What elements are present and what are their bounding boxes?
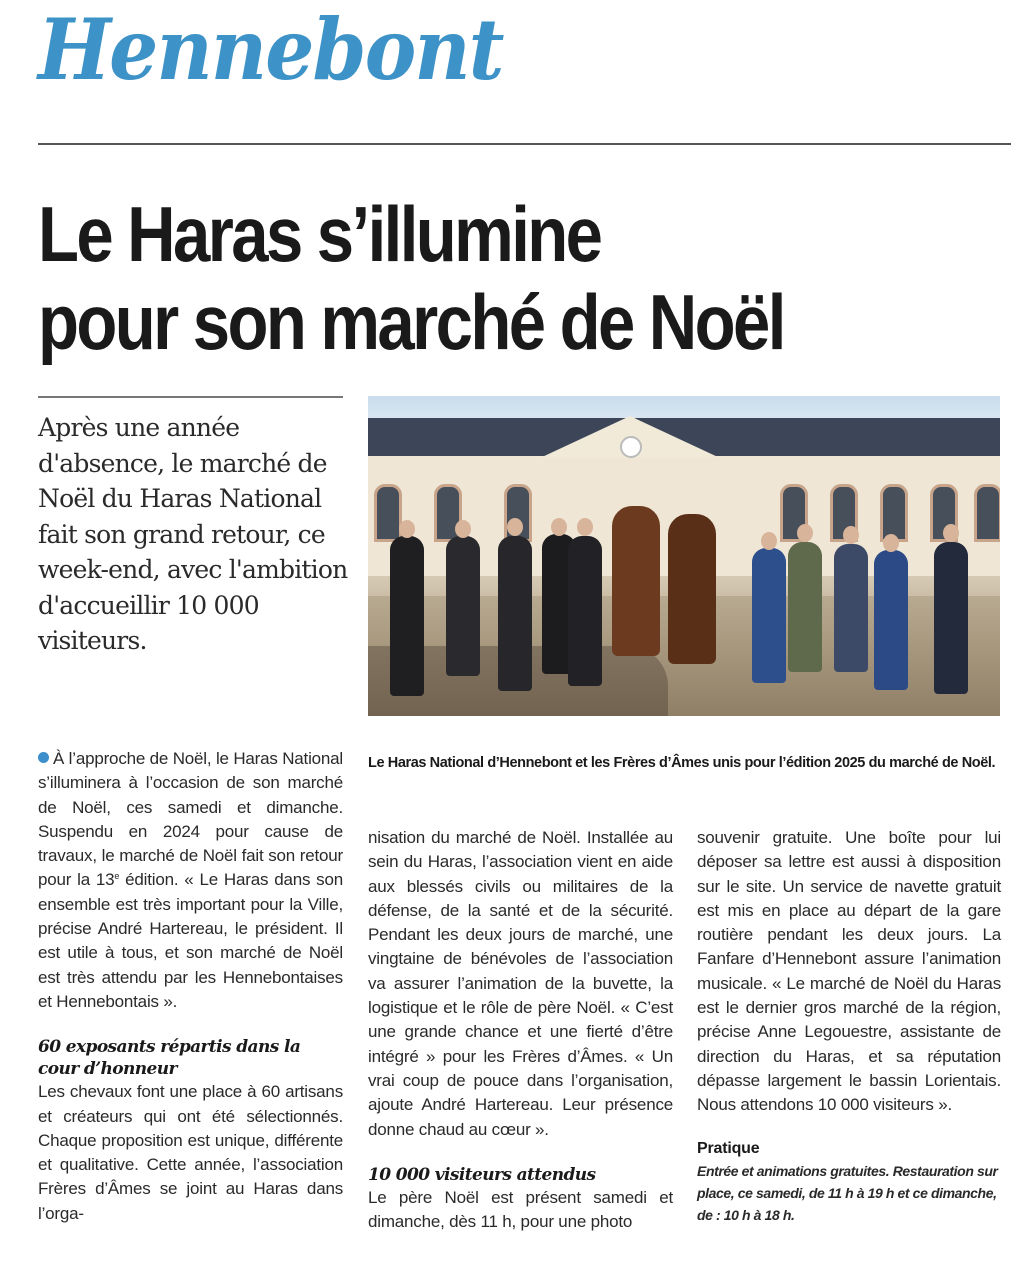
horse-figure <box>668 514 716 664</box>
section-divider <box>38 143 1011 145</box>
ordinal-superscript: e <box>114 871 120 882</box>
body-paragraph: souvenir gratuite. Une boîte pour lui déposer sa lettre est aussi à disposition sur le site. Un service de navette gratuit est mis en place au départ de la gare routière pendant les deux jours. La Fanfare d’Hennebont assure l’animation musicale. « Le marché de Noël du Haras est le dernier gros marché de la région, précise Anne Legouestre, assistante de direction du Haras, et sa réputation dépasse largement le bassin Lorientais. Nous attendons 10 000 visiteurs ». <box>697 828 1001 1115</box>
person-figure <box>390 536 424 696</box>
person-head <box>455 520 471 538</box>
headline <box>38 190 864 366</box>
person-head <box>883 534 899 552</box>
photo-caption: Le Haras National d’Hennebont et les Frères d’Âmes unis pour l’édition 2025 du marché de Noël. <box>368 755 996 771</box>
subheading: 10 000 visiteurs attendus <box>368 1164 596 1185</box>
subheading: 60 exposants répartis dans la cour d’honneur <box>38 1037 301 1080</box>
headline-line-2: pour son marché de Noël <box>38 278 784 366</box>
person-figure <box>934 542 968 694</box>
person-head <box>943 524 959 542</box>
paragraph-text: édition. « Le Haras dans son ensemble est très important pour la Ville, précise André Hartereau, le président. Il est utile à tous, et son marché de Noël est très attendu par les Hennebontaises et Hennebontais ». <box>38 870 343 1011</box>
spacer <box>38 1014 343 1036</box>
person-figure <box>568 536 602 686</box>
pratique-info: Entrée et animations gratuites. Restauration sur place, ce samedi, de 11 h à 19 h et ce dimanche, de : 10 h à 18 h. <box>697 1162 998 1223</box>
person-head <box>577 518 593 536</box>
spacer <box>368 1142 673 1164</box>
photo-window <box>974 484 1000 542</box>
body-paragraph: Le père Noël est présent samedi et dimanche, dès 11 h, pour une photo <box>368 1187 673 1232</box>
body-paragraph: nisation du marché de Noël. Installée au sein du Haras, l’association vient en aide aux blessés civils ou militaires de la défense, de la santé et de la sécurité. Pendant les deux jours de marché, une vingtaine de bénévoles de l’association va assurer l’animation de la buvette, la logistique et le rôle de père Noël. « C’est une grande chance et une fierté d’être intégré » pour les Frères d’Âmes. « Un vrai coup de pouce dans l’organisation, ajoute André Hartereau. Leur présence donne chaud au cœur ». <box>368 828 673 1139</box>
paragraph-text: À l’approche de Noël, le Haras National s’illuminera à l’occasion de son marché de Noël, ces samedi et dimanche. Suspendu en 2024 pour cause de travaux, le marché de Noël fait son retour pour la 13 <box>38 749 343 890</box>
body-paragraph: Les chevaux font une place à 60 artisans et créateurs qui ont été sélectionnés. Chaque proposition est unique, différente et qualitative. Cette année, l’association Frères d’Âmes se joint au Haras dans l’orga- <box>38 1082 343 1223</box>
article-column-2 <box>368 826 673 1234</box>
chapo-divider <box>38 396 343 398</box>
article-photo <box>368 396 1000 716</box>
pratique-heading: Pratique <box>697 1139 760 1157</box>
photo-window <box>880 484 908 542</box>
person-head <box>797 524 813 542</box>
person-figure <box>788 542 822 672</box>
person-head <box>507 518 523 536</box>
photo-window <box>374 484 402 542</box>
person-figure <box>446 536 480 676</box>
horse-figure <box>612 506 660 656</box>
person-head <box>551 518 567 536</box>
clock-icon <box>620 436 642 458</box>
headline-line-1: Le Haras s’illumine <box>38 190 601 278</box>
bullet-dot-icon <box>38 752 49 763</box>
body-paragraph <box>38 747 343 1014</box>
person-figure <box>834 544 868 672</box>
article-column-3 <box>697 826 1001 1226</box>
person-figure <box>498 536 532 691</box>
person-head <box>843 526 859 544</box>
chapo-lead: Après une année d'absence, le marché de Noël du Haras National fait son grand retour, ce week-end, avec l'ambition d'accueillir 10 000 visiteurs. <box>38 413 348 655</box>
section-title: Hennebont <box>38 0 503 99</box>
article-column-1 <box>38 747 343 1226</box>
person-head <box>399 520 415 538</box>
person-head <box>761 532 777 550</box>
person-figure <box>874 550 908 690</box>
person-figure <box>752 548 786 683</box>
